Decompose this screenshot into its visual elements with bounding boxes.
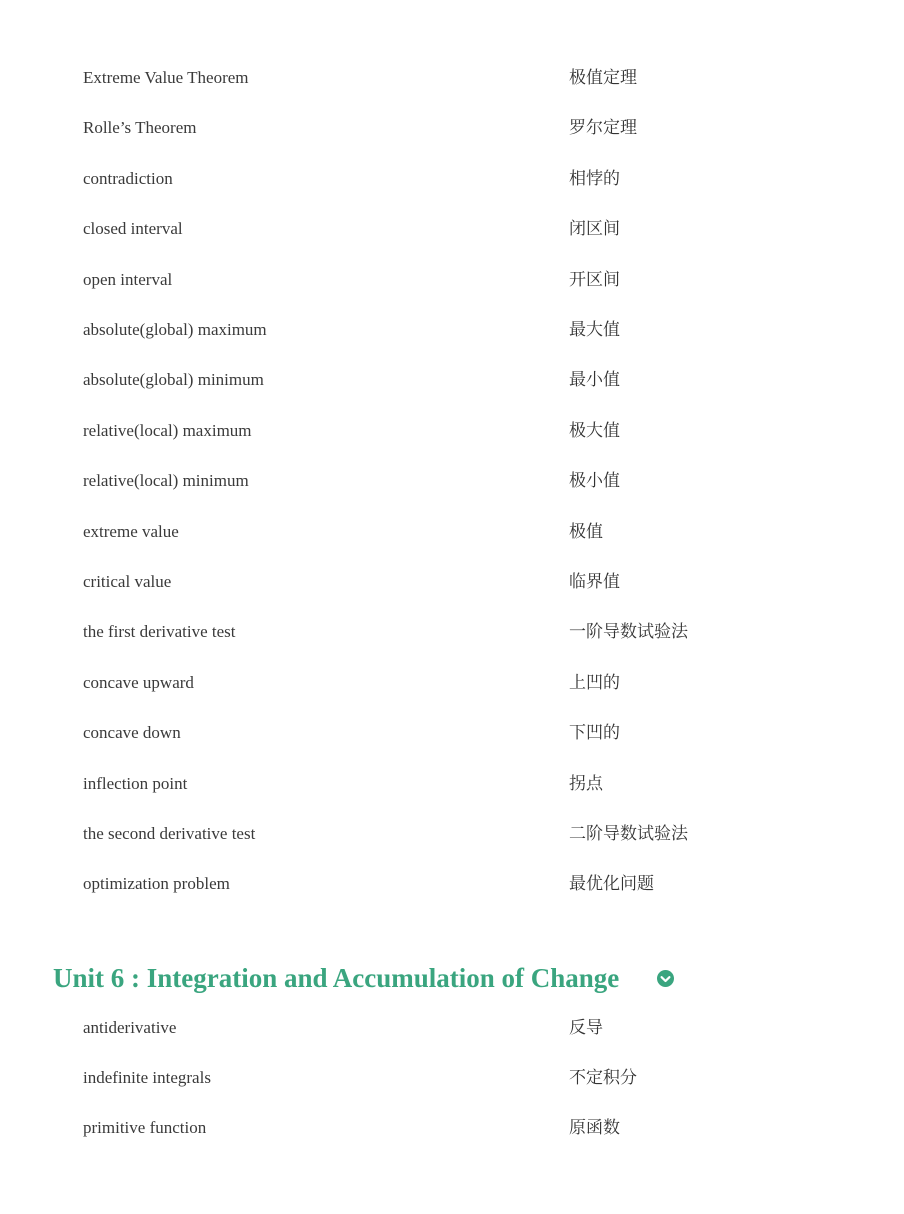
- term-chinese: 上凹的: [569, 673, 620, 693]
- term-english: absolute(global) minimum: [83, 370, 264, 389]
- term-english: optimization problem: [83, 874, 230, 893]
- term-chinese: 原函数: [569, 1118, 620, 1138]
- term-chinese: 二阶导数试验法: [569, 824, 688, 844]
- vocab-row: [0, 1066, 904, 1090]
- vocab-row: [0, 318, 904, 342]
- term-english: open interval: [83, 270, 173, 289]
- term-chinese: 极值定理: [569, 68, 637, 88]
- term-chinese: 最大值: [569, 320, 620, 340]
- term-english: inflection point: [83, 774, 188, 793]
- term-chinese: 最优化问题: [569, 874, 654, 894]
- term-english: antiderivative: [83, 1018, 177, 1037]
- vocab-row: [0, 872, 904, 896]
- vocab-row: [0, 520, 904, 544]
- term-english: Extreme Value Theorem: [83, 68, 249, 87]
- term-chinese: 相悖的: [569, 169, 620, 189]
- term-chinese: 极小值: [569, 471, 620, 491]
- vocab-row: [0, 66, 904, 90]
- term-chinese: 不定积分: [569, 1068, 637, 1088]
- term-english: Rolle’s Theorem: [83, 118, 197, 137]
- vocab-row: [0, 822, 904, 846]
- term-english: the first derivative test: [83, 622, 236, 641]
- vocab-row: [0, 570, 904, 594]
- unit-title: Unit 6 : Integration and Accumulation of Change: [53, 963, 620, 993]
- term-chinese: 临界值: [569, 572, 620, 592]
- vocab-row: [0, 1016, 904, 1040]
- term-english: concave upward: [83, 673, 194, 692]
- term-chinese: 罗尔定理: [569, 118, 637, 138]
- vocab-row: [0, 419, 904, 443]
- unit-6-heading: [53, 960, 674, 996]
- term-english: concave down: [83, 723, 181, 742]
- term-chinese: 极大值: [569, 421, 620, 441]
- term-chinese: 开区间: [569, 270, 620, 290]
- check-circle-icon[interactable]: [657, 970, 674, 987]
- term-chinese: 一阶导数试验法: [569, 622, 688, 642]
- vocab-row: [0, 167, 904, 191]
- term-chinese: 反导: [569, 1018, 603, 1038]
- vocab-row: [0, 772, 904, 796]
- term-english: closed interval: [83, 219, 183, 238]
- vocab-row: [0, 469, 904, 493]
- term-english: critical value: [83, 572, 172, 591]
- term-english: primitive function: [83, 1118, 207, 1137]
- vocab-row: [0, 268, 904, 292]
- vocab-row: [0, 217, 904, 241]
- term-chinese: 极值: [569, 522, 603, 542]
- term-english: extreme value: [83, 522, 179, 541]
- term-english: the second derivative test: [83, 824, 256, 843]
- term-english: relative(local) minimum: [83, 471, 249, 490]
- term-chinese: 下凹的: [569, 723, 620, 743]
- term-english: indefinite integrals: [83, 1068, 211, 1087]
- term-chinese: 最小值: [569, 370, 620, 390]
- term-english: relative(local) maximum: [83, 421, 252, 440]
- vocab-row: [0, 1116, 904, 1140]
- vocab-row: [0, 116, 904, 140]
- term-english: absolute(global) maximum: [83, 320, 267, 339]
- vocab-row: [0, 721, 904, 745]
- vocab-row: [0, 368, 904, 392]
- term-english: contradiction: [83, 169, 173, 188]
- vocab-row: [0, 671, 904, 695]
- vocab-row: [0, 620, 904, 644]
- term-chinese: 闭区间: [569, 219, 620, 239]
- term-chinese: 拐点: [569, 774, 603, 794]
